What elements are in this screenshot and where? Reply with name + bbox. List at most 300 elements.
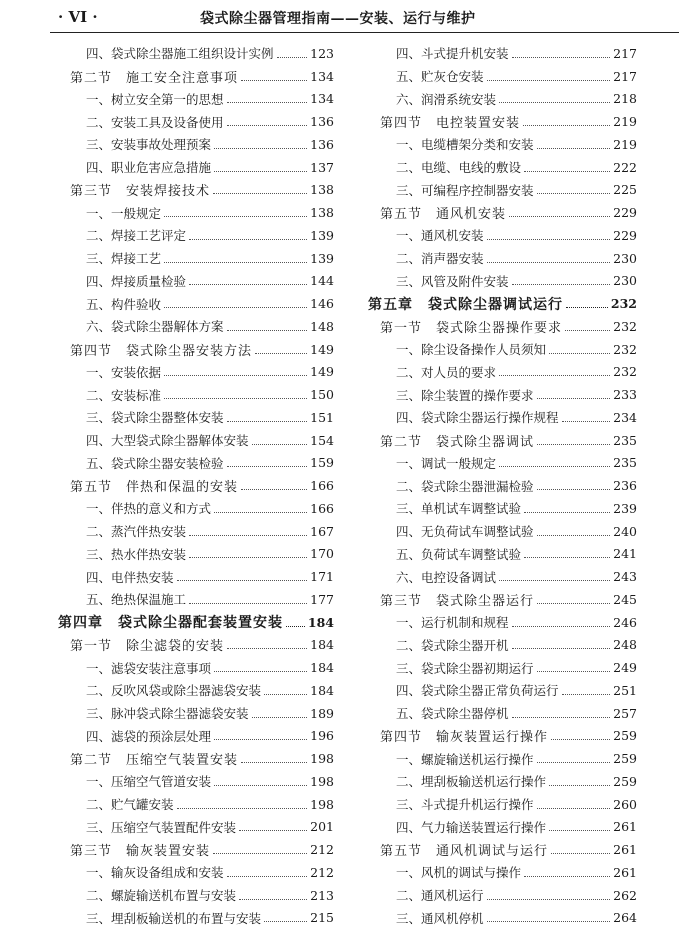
dot-leader <box>227 125 308 126</box>
toc-entry-title: 一、风机的调试与操作 <box>368 863 521 881</box>
toc-entry-page: 261 <box>613 819 637 834</box>
toc-item-entry <box>368 65 637 88</box>
toc-entry-title: 三、斗式提升机运行操作 <box>368 795 534 813</box>
toc-entry-page: 235 <box>613 433 637 448</box>
dot-leader <box>537 444 610 445</box>
toc-item-entry <box>58 725 334 748</box>
dot-leader <box>537 603 610 604</box>
toc-entry-title: 四、袋式除尘器运行操作规程 <box>368 408 559 426</box>
toc-entry-title: 第二节 施工安全注意事项 <box>58 67 238 86</box>
toc-entry-page: 138 <box>310 205 334 220</box>
toc-item-entry <box>368 907 637 929</box>
toc-entry-title: 第二节 压缩空气装置安装 <box>58 749 238 768</box>
toc-entry-page: 229 <box>613 205 637 220</box>
toc-entry-page: 232 <box>613 319 637 334</box>
toc-entry-page: 136 <box>310 114 334 129</box>
toc-item-entry <box>368 884 637 907</box>
dot-leader <box>189 239 307 240</box>
toc-entry-page: 259 <box>613 774 637 789</box>
toc-entry-page: 198 <box>310 774 334 789</box>
toc-entry-title: 一、压缩空气管道安装 <box>58 772 211 790</box>
dot-leader <box>189 284 307 285</box>
toc-entry-title: 一、安装依据 <box>58 363 161 381</box>
toc-entry-page: 166 <box>310 501 334 516</box>
toc-section-entry <box>368 588 637 611</box>
toc-entry-title: 四、大型袋式除尘器解体安装 <box>58 431 249 449</box>
toc-entry-title: 二、袋式除尘器泄漏检验 <box>368 477 534 495</box>
toc-item-entry <box>58 770 334 793</box>
dot-leader <box>264 694 307 695</box>
dot-leader <box>214 512 307 513</box>
dot-leader <box>189 557 307 558</box>
toc-entry-title: 二、焊接工艺评定 <box>58 226 186 244</box>
toc-item-entry <box>58 702 334 725</box>
toc-item-entry <box>58 565 334 588</box>
toc-item-entry <box>58 383 334 406</box>
toc-entry-page: 241 <box>613 546 637 561</box>
toc-item-entry <box>368 656 637 679</box>
toc-entry-page: 171 <box>310 569 334 584</box>
toc-entry-title: 四、斗式提升机安装 <box>368 44 509 62</box>
dot-leader <box>213 853 307 854</box>
toc-entry-title: 六、袋式除尘器解体方案 <box>58 317 224 335</box>
dot-leader <box>537 762 611 763</box>
toc-right-column <box>368 42 637 929</box>
dot-leader <box>524 557 610 558</box>
toc-entry-title: 四、袋式除尘器正常负荷运行 <box>368 681 559 699</box>
toc-entry-title: 四、气力输送装置运行操作 <box>368 818 546 836</box>
toc-entry-page: 264 <box>613 910 637 925</box>
toc-entry-title: 二、安装工具及设备使用 <box>58 113 224 131</box>
toc-entry-page: 243 <box>613 569 637 584</box>
header-rule <box>50 32 679 33</box>
dot-leader <box>512 626 611 627</box>
toc-entry-page: 198 <box>310 751 334 766</box>
toc-entry-page: 262 <box>613 888 637 903</box>
toc-item-entry <box>58 588 334 611</box>
toc-section-entry <box>368 429 637 452</box>
toc-item-entry <box>368 816 637 839</box>
toc-entry-page: 154 <box>310 433 334 448</box>
toc-entry-page: 217 <box>613 46 637 61</box>
toc-entry-title: 二、贮气罐安装 <box>58 795 174 813</box>
toc-entry-page: 159 <box>310 455 334 470</box>
toc-entry-page: 245 <box>613 592 637 607</box>
toc-entry-page: 177 <box>310 592 334 607</box>
toc-entry-title: 五、袋式除尘器安装检验 <box>58 454 224 472</box>
toc-item-entry <box>58 406 334 429</box>
toc-entry-page: 184 <box>310 660 334 675</box>
toc-entry-title: 三、焊接工艺 <box>58 249 161 267</box>
toc-entry-page: 170 <box>310 546 334 561</box>
dot-leader <box>537 398 611 399</box>
dot-leader <box>214 171 307 172</box>
toc-entry-page: 213 <box>310 888 334 903</box>
dot-leader <box>164 375 307 376</box>
toc-section-entry <box>368 838 637 861</box>
toc-entry-title: 三、可编程序控制器安装 <box>368 181 534 199</box>
dot-leader <box>487 80 611 81</box>
toc-entry-title: 五、负荷试车调整试验 <box>368 545 521 563</box>
dot-leader <box>239 899 307 900</box>
dot-leader <box>487 239 611 240</box>
toc-entry-title: 三、压缩空气装置配件安装 <box>58 818 236 836</box>
toc-entry-page: 233 <box>613 387 637 402</box>
toc-entry-title: 五、绝热保温施工 <box>58 590 186 608</box>
toc-entry-page: 257 <box>613 706 637 721</box>
dot-leader <box>227 648 307 649</box>
toc-entry-page: 166 <box>310 478 334 493</box>
toc-entry-page: 249 <box>613 660 637 675</box>
toc-entry-title: 一、一般规定 <box>58 204 161 222</box>
toc-entry-title: 三、埋刮板输送机的布置与安装 <box>58 909 261 927</box>
toc-entry-title: 二、蒸汽伴热安装 <box>58 522 186 540</box>
toc-entry-page: 149 <box>310 342 334 357</box>
dot-leader <box>487 899 611 900</box>
dot-leader <box>524 512 610 513</box>
toc-entry-title: 四、焊接质量检验 <box>58 272 186 290</box>
toc-item-entry <box>58 793 334 816</box>
toc-entry-page: 201 <box>310 819 334 834</box>
toc-entry-page: 261 <box>613 865 637 880</box>
toc-item-entry <box>58 884 334 907</box>
dot-leader <box>252 717 308 718</box>
toc-entry-title: 四、袋式除尘器施工组织设计实例 <box>58 44 274 62</box>
toc-entry-title: 一、螺旋输送机运行操作 <box>368 750 534 768</box>
toc-section-entry <box>58 634 334 657</box>
dot-leader <box>549 785 610 786</box>
dot-leader <box>551 739 610 740</box>
dot-leader <box>537 489 611 490</box>
dot-leader <box>189 535 307 536</box>
toc-entry-page: 232 <box>613 342 637 357</box>
toc-item-entry <box>58 88 334 111</box>
toc-entry-page: 149 <box>310 364 334 379</box>
toc-entry-title: 四、职业危害应急措施 <box>58 158 211 176</box>
toc-entry-title: 四、电伴热安装 <box>58 568 174 586</box>
toc-entry-title: 第五节 通风机安装 <box>368 203 506 222</box>
toc-entry-page: 184 <box>308 615 334 630</box>
toc-entry-page: 225 <box>613 182 637 197</box>
dot-leader <box>509 216 610 217</box>
dot-leader <box>537 193 611 194</box>
toc-item-entry <box>368 861 637 884</box>
toc-entry-page: 234 <box>613 410 637 425</box>
toc-entry-page: 239 <box>613 501 637 516</box>
dot-leader <box>524 171 610 172</box>
toc-entry-title: 三、风管及附件安装 <box>368 272 509 290</box>
dot-leader <box>549 353 610 354</box>
toc-entry-page: 139 <box>310 251 334 266</box>
toc-section-entry <box>58 838 334 861</box>
dot-leader <box>487 262 611 263</box>
toc-item-entry <box>368 793 637 816</box>
toc-item-entry <box>368 361 637 384</box>
toc-entry-title: 第二节 袋式除尘器调试 <box>368 431 534 450</box>
toc-entry-title: 二、反吹风袋或除尘器滤袋安装 <box>58 681 261 699</box>
toc-entry-title: 三、单机试车调整试验 <box>368 499 521 517</box>
toc-entry-page: 198 <box>310 797 334 812</box>
toc-entry-page: 196 <box>310 728 334 743</box>
toc-entry-title: 六、电控设备调试 <box>368 568 496 586</box>
toc-item-entry <box>58 42 334 65</box>
toc-item-entry <box>58 201 334 224</box>
dot-leader <box>512 284 611 285</box>
toc-entry-title: 二、安装标准 <box>58 386 161 404</box>
toc-entry-title: 第四章 袋式除尘器配套装置安装 <box>58 612 283 632</box>
page-header <box>0 0 687 34</box>
dot-leader <box>512 57 611 58</box>
toc-section-entry <box>58 179 334 202</box>
toc-section-entry <box>58 338 334 361</box>
toc-entry-page: 246 <box>613 615 637 630</box>
toc-entry-title: 三、除尘装置的操作要求 <box>368 386 534 404</box>
toc-entry-page: 229 <box>613 228 637 243</box>
dot-leader <box>214 148 307 149</box>
toc-section-entry <box>368 201 637 224</box>
toc-entry-title: 第五节 通风机调试与运行 <box>368 840 548 859</box>
running-title: 袋式除尘器管理指南——安装、运行与维护 <box>200 8 476 28</box>
toc-entry-title: 第五章 袋式除尘器调试运行 <box>368 294 563 314</box>
toc-item-entry <box>58 656 334 679</box>
toc-item-entry <box>58 361 334 384</box>
toc-item-entry <box>58 816 334 839</box>
toc-chapter-entry <box>58 611 334 634</box>
toc-item-entry <box>368 406 637 429</box>
toc-entry-title: 二、消声器安装 <box>368 249 484 267</box>
toc-entry-title: 四、无负荷试车调整试验 <box>368 522 534 540</box>
toc-entry-title: 五、袋式除尘器停机 <box>368 704 509 722</box>
toc-entry-title: 二、对人员的要求 <box>368 363 496 381</box>
dot-leader <box>537 535 611 536</box>
toc-item-entry <box>58 679 334 702</box>
toc-entry-page: 150 <box>310 387 334 402</box>
dot-leader <box>189 603 307 604</box>
toc-entry-page: 251 <box>613 683 637 698</box>
toc-entry-title: 二、电缆、电线的敷设 <box>368 158 521 176</box>
toc-entry-page: 138 <box>310 182 334 197</box>
dot-leader <box>255 353 307 354</box>
toc-item-entry <box>368 247 637 270</box>
toc-item-entry <box>58 247 334 270</box>
toc-section-entry <box>58 65 334 88</box>
toc-item-entry <box>368 179 637 202</box>
toc-entry-title: 一、除尘设备操作人员须知 <box>368 340 546 358</box>
toc-item-entry <box>368 611 637 634</box>
toc-entry-title: 三、脉冲袋式除尘器滤袋安装 <box>58 704 249 722</box>
toc-section-entry <box>368 315 637 338</box>
toc-entry-page: 212 <box>310 865 334 880</box>
toc-entry-title: 二、袋式除尘器开机 <box>368 636 509 654</box>
toc-entry-title: 第四节 袋式除尘器安装方法 <box>58 340 252 359</box>
toc-item-entry <box>368 338 637 361</box>
toc-entry-title: 二、埋刮板输送机运行操作 <box>368 772 546 790</box>
toc-item-entry <box>58 907 334 929</box>
toc-item-entry <box>58 429 334 452</box>
dot-leader <box>241 489 307 490</box>
toc-entry-title: 第三节 安装焊接技术 <box>58 180 210 199</box>
toc-entry-title: 第四节 电控装置安装 <box>368 112 520 131</box>
toc-entry-page: 236 <box>613 478 637 493</box>
dot-leader <box>277 57 308 58</box>
toc-entry-page: 212 <box>310 842 334 857</box>
toc-item-entry <box>368 88 637 111</box>
toc-entry-page: 167 <box>310 524 334 539</box>
dot-leader <box>487 921 611 922</box>
dot-leader <box>214 739 307 740</box>
dot-leader <box>177 808 308 809</box>
dot-leader <box>523 125 610 126</box>
toc-item-entry <box>368 497 637 520</box>
dot-leader <box>227 421 308 422</box>
dot-leader <box>214 671 307 672</box>
dot-leader <box>537 148 611 149</box>
toc-entry-title: 一、电缆槽架分类和安装 <box>368 135 534 153</box>
toc-item-entry <box>368 543 637 566</box>
toc-item-entry <box>368 565 637 588</box>
toc-entry-title: 第三节 袋式除尘器运行 <box>368 590 534 609</box>
toc-entry-title: 五、构件验收 <box>58 295 161 313</box>
toc-entry-page: 137 <box>310 160 334 175</box>
toc-item-entry <box>58 292 334 315</box>
dot-leader <box>537 808 611 809</box>
toc-item-entry <box>368 42 637 65</box>
toc-entry-page: 235 <box>613 455 637 470</box>
toc-entry-title: 二、通风机运行 <box>368 886 484 904</box>
toc-item-entry <box>368 679 637 702</box>
toc-entry-title: 三、通风机停机 <box>368 909 484 927</box>
toc-entry-title: 三、袋式除尘器整体安装 <box>58 408 224 426</box>
dot-leader <box>499 375 610 376</box>
toc-item-entry <box>58 270 334 293</box>
toc-entry-title: 五、贮灰仓安装 <box>368 67 484 85</box>
toc-item-entry <box>58 133 334 156</box>
toc-entry-page: 136 <box>310 137 334 152</box>
toc-section-entry <box>58 747 334 770</box>
dot-leader <box>241 80 307 81</box>
toc-entry-page: 139 <box>310 228 334 243</box>
dot-leader <box>252 444 308 445</box>
toc-chapter-entry <box>368 292 637 315</box>
toc-entry-page: 260 <box>613 797 637 812</box>
dot-leader <box>537 671 611 672</box>
dot-leader <box>512 648 611 649</box>
toc-entry-title: 一、输灰设备组成和安装 <box>58 863 224 881</box>
toc-entry-page: 134 <box>310 91 334 106</box>
toc-item-entry <box>58 543 334 566</box>
toc-entry-page: 232 <box>611 296 637 311</box>
dot-leader <box>524 876 610 877</box>
toc-item-entry <box>368 634 637 657</box>
toc-entry-page: 217 <box>613 69 637 84</box>
toc-entry-page: 215 <box>310 910 334 925</box>
dot-leader <box>286 626 305 627</box>
toc-entry-title: 一、运行机制和规程 <box>368 613 509 631</box>
toc-entry-page: 230 <box>613 251 637 266</box>
toc-entry-page: 222 <box>613 160 637 175</box>
toc-entry-page: 248 <box>613 637 637 652</box>
toc-entry-page: 184 <box>310 637 334 652</box>
toc-item-entry <box>58 520 334 543</box>
toc-entry-title: 一、树立安全第一的思想 <box>58 90 224 108</box>
dot-leader <box>551 853 610 854</box>
toc-entry-page: 134 <box>310 69 334 84</box>
dot-leader <box>512 717 611 718</box>
toc-entry-page: 232 <box>613 364 637 379</box>
dot-leader <box>164 216 307 217</box>
toc-entry-title: 第五节 伴热和保温的安装 <box>58 476 238 495</box>
toc-entry-title: 一、通风机安装 <box>368 226 484 244</box>
dot-leader <box>214 785 307 786</box>
toc-entry-page: 148 <box>310 319 334 334</box>
toc-entry-page: 259 <box>613 751 637 766</box>
toc-item-entry <box>368 747 637 770</box>
toc-entry-page: 123 <box>310 46 334 61</box>
toc-item-entry <box>368 270 637 293</box>
dot-leader <box>227 466 308 467</box>
toc-entry-title: 一、调试一般规定 <box>368 454 496 472</box>
toc-item-entry <box>58 110 334 133</box>
toc-entry-page: 144 <box>310 273 334 288</box>
dot-leader <box>213 193 307 194</box>
dot-leader <box>549 830 610 831</box>
dot-leader <box>562 694 611 695</box>
toc-item-entry <box>368 770 637 793</box>
toc-item-entry <box>58 861 334 884</box>
toc-entry-page: 259 <box>613 728 637 743</box>
toc-entry-page: 218 <box>613 91 637 106</box>
dot-leader <box>562 421 611 422</box>
toc-entry-page: 146 <box>310 296 334 311</box>
dot-leader <box>164 398 307 399</box>
dot-leader <box>499 466 610 467</box>
toc-item-entry <box>368 383 637 406</box>
toc-entry-page: 240 <box>613 524 637 539</box>
dot-leader <box>164 307 307 308</box>
toc-entry-title: 第一节 袋式除尘器操作要求 <box>368 317 562 336</box>
toc-item-entry <box>368 156 637 179</box>
toc-entry-title: 六、润滑系统安装 <box>368 90 496 108</box>
toc-entry-page: 219 <box>613 137 637 152</box>
toc-item-entry <box>368 474 637 497</box>
toc-item-entry <box>58 156 334 179</box>
toc-entry-title: 第一节 除尘滤袋的安装 <box>58 635 224 654</box>
dot-leader <box>566 307 608 308</box>
toc-entry-title: 三、安装事故处理预案 <box>58 135 211 153</box>
toc-section-entry <box>368 725 637 748</box>
toc-item-entry <box>368 452 637 475</box>
dot-leader <box>499 102 610 103</box>
dot-leader <box>239 830 307 831</box>
dot-leader <box>264 921 307 922</box>
toc-entry-title: 一、滤袋安装注意事项 <box>58 659 211 677</box>
toc-item-entry <box>58 224 334 247</box>
page-number: · VI · <box>58 8 98 26</box>
dot-leader <box>177 580 308 581</box>
toc-item-entry <box>368 520 637 543</box>
toc-entry-title: 三、热水伴热安装 <box>58 545 186 563</box>
toc-entry-page: 189 <box>310 706 334 721</box>
toc-item-entry <box>368 224 637 247</box>
toc-entry-title: 三、袋式除尘器初期运行 <box>368 659 534 677</box>
dot-leader <box>227 102 308 103</box>
toc-entry-title: 第三节 输灰装置安装 <box>58 840 210 859</box>
toc-entry-page: 151 <box>310 410 334 425</box>
dot-leader <box>565 330 610 331</box>
dot-leader <box>164 262 307 263</box>
toc-entry-title: 四、滤袋的预涂层处理 <box>58 727 211 745</box>
toc-section-entry <box>58 474 334 497</box>
